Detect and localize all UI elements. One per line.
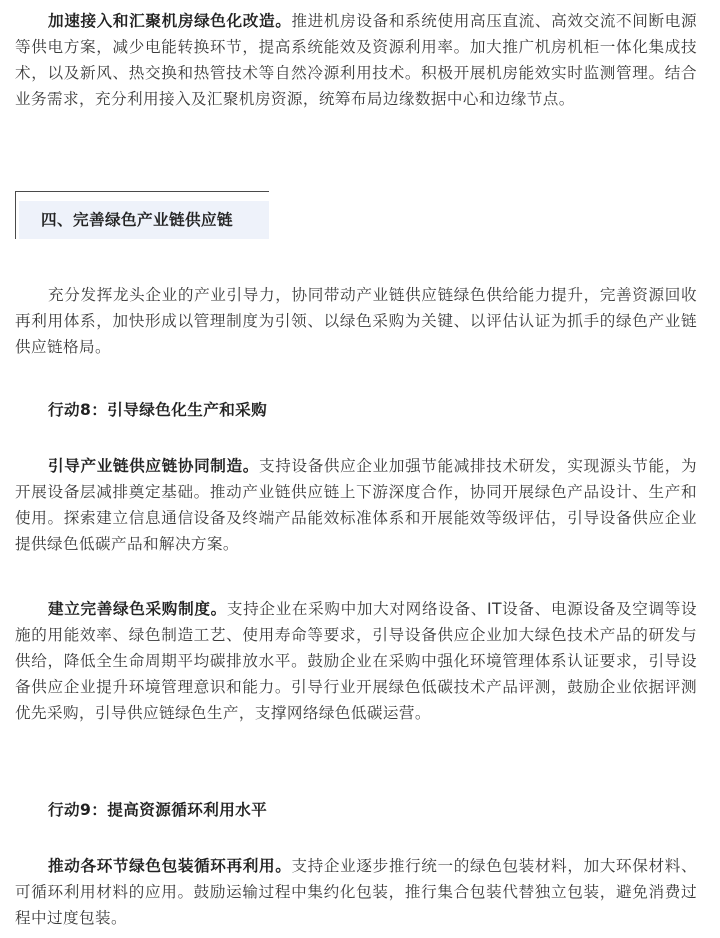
paragraph-access-room-greening (15, 8, 697, 112)
paragraph-lead: 引导产业链供应链协同制造。 (48, 457, 259, 475)
paragraph-body: 支持企业在采购中加大对网络设备、IT设备、电源设备及空调等设施的用能效率、绿色制造工艺、使用寿命等要求，引导设备供应企业加大绿色技术产品的研发与供给，降低全生命周期平均碳排放水平。鼓励企业在采购中强化环境管理体系认证要求，引导设备供应企业提升环境管理意识和能力。引导行业开展绿色低碳技术产品评测，鼓励企业依据评测优先采购，引导供应链绿色生产，支撑网络绿色低碳运营。 (15, 600, 697, 722)
paragraph-section-intro: 充分发挥龙头企业的产业引导力，协同带动产业链供应链绿色供给能力提升，完善资源回收再利用体系，加快形成以管理制度为引领、以绿色采购为关键、以评估认证为抓手的绿色产业链供应链格局。 (15, 286, 697, 356)
section-heading-box (15, 191, 269, 239)
paragraph-green-packaging (15, 853, 697, 931)
paragraph-lead: 推动各环节绿色包装循环再利用。 (48, 857, 292, 875)
paragraph-green-procurement (15, 596, 697, 726)
section-heading-top-border (15, 191, 269, 192)
paragraph-body: 支持企业逐步推行统一的绿色包装材料，加大环保材料、可循环利用材料的应用。鼓励运输过程中集约化包装，推行集合包装代替独立包装，避免消费过程中过度包装。 (15, 857, 697, 927)
paragraph-lead: 建立完善绿色采购制度。 (48, 600, 227, 618)
paragraph-supply-chain-collab (15, 453, 697, 557)
paragraph-body: 推进机房设备和系统使用高压直流、高效交流不间断电源等供电方案，减少电能转换环节，提高系统能效及资源利用率。加大推广机房机柜一体化集成技术，以及新风、热交换和热管技术等自然冷源利用技术。积极开展机房能效实时监测管理。结合业务需求，充分利用接入及汇聚机房资源，统筹布局边缘数据中心和边缘节点。 (15, 12, 697, 108)
action-heading-8: 行动8：引导绿色化生产和采购 (48, 401, 268, 419)
paragraph-lead: 加速接入和汇聚机房绿色化改造。 (48, 12, 292, 30)
paragraph-body: 支持设备供应企业加强节能减排技术研发，实现源头节能，为开展设备层减排奠定基础。推动产业链供应链上下游深度合作，协同开展绿色产品设计、生产和使用。探索建立信息通信设备及终端产品能效标准体系和开展能效等级评估，引导设备供应企业提供绿色低碳产品和解决方案。 (15, 457, 697, 553)
action-heading-9: 行动9：提高资源循环利用水平 (48, 801, 268, 819)
section-title: 四、完善绿色产业链供应链 (41, 211, 233, 229)
section-heading-left-border (15, 191, 16, 239)
